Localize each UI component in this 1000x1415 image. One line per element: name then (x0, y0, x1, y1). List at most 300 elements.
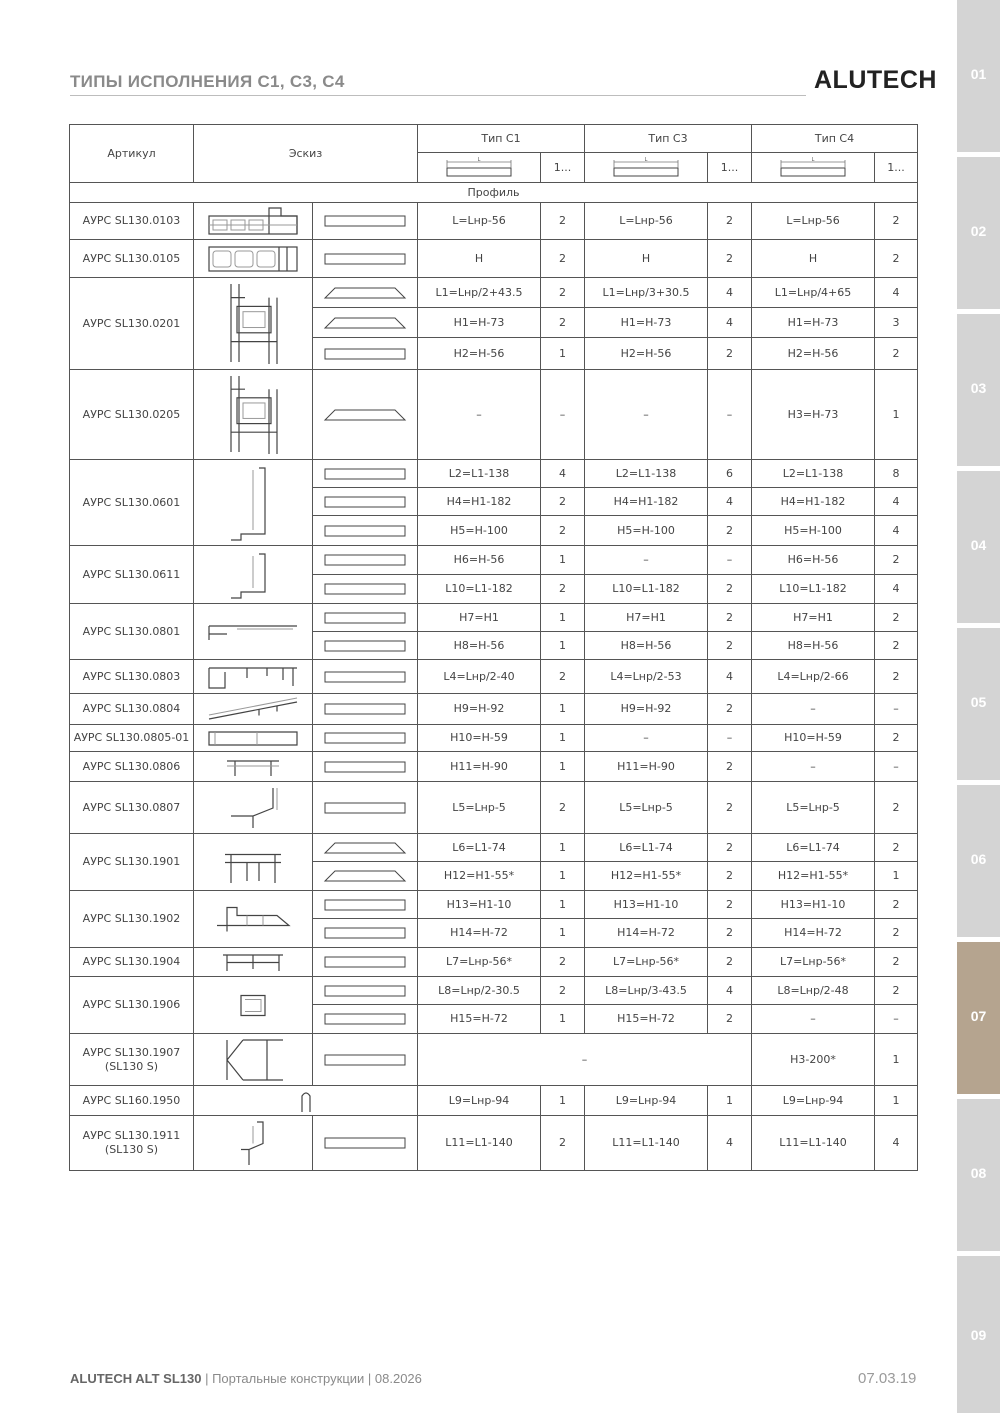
qty-c3: 4 (708, 660, 752, 694)
section-row (70, 183, 918, 203)
qty-c3: 2 (708, 338, 752, 370)
cut-length-c4: L4=Lнр/2-66 (752, 660, 875, 694)
qty-c1: 2 (541, 240, 585, 278)
cut-shape-cell (313, 203, 418, 240)
sketch-cell (194, 725, 313, 752)
cut-length-c1: L5=Lнр-5 (418, 782, 541, 834)
qty-c3: – (708, 546, 752, 575)
page-title: ТИПЫ ИСПОЛНЕНИЯ С1, С3, С4 (70, 72, 345, 91)
cut-length-c1: H12=H1-55* (418, 862, 541, 891)
cut-shape-cell (313, 752, 418, 782)
sketch-cell (194, 891, 313, 948)
cut-rect-icon (323, 637, 407, 655)
cut-rect-icon (323, 700, 407, 718)
sketch-cell (194, 460, 313, 546)
cut-shape-cell (313, 694, 418, 725)
cut-length-c3: L9=Lнр-94 (585, 1086, 708, 1116)
qty-c3: 4 (708, 977, 752, 1005)
profile-1907-icon (197, 1036, 309, 1084)
article-cell (70, 1086, 194, 1116)
footer-date: 07.03.19 (858, 1370, 917, 1387)
article-code: АУРС SL130.1907 (82, 1045, 181, 1059)
table-row (70, 460, 918, 488)
profile-1950-icon (250, 1088, 362, 1114)
cut-length-c3: H1=H-73 (585, 308, 708, 338)
profile-0801-icon (197, 606, 309, 658)
section-tab-01[interactable] (957, 0, 1000, 152)
qty-c1: 2 (541, 1116, 585, 1171)
section-tab-07[interactable] (957, 942, 1000, 1094)
cut-length-c4: H6=H-56 (752, 546, 875, 575)
cut-rect-icon (323, 799, 407, 817)
cut-length-c3: L8=Lнр/3-43.5 (585, 977, 708, 1005)
article-code: АУРС SL130.0804 (82, 702, 181, 715)
cut-length-c1: H14=H-72 (418, 919, 541, 948)
table-row (70, 948, 918, 977)
cut-length-c4: L6=L1-74 (752, 834, 875, 862)
profile-1901-icon (197, 836, 309, 889)
article-code: АУРС SL130.0801 (82, 624, 181, 638)
qty-c1: 2 (541, 278, 585, 308)
cut-rect-icon (323, 953, 407, 971)
cut-length-c3: L7=Lнр-56* (585, 948, 708, 977)
cut-shape-cell (313, 338, 418, 370)
article-code: АУРС SL130.0807 (82, 800, 181, 814)
article-cell (70, 460, 194, 546)
sketch-cell (194, 203, 313, 240)
header-type-c1: Тип С1 (418, 125, 585, 153)
table-row (70, 278, 918, 308)
profile-0205-icon (197, 372, 309, 458)
sketch-cell (194, 660, 313, 694)
sketch-cell (194, 1116, 313, 1171)
cut-length-c1: L7=Lнр-56* (418, 948, 541, 977)
cut-rect-icon (323, 982, 407, 1000)
cut-rect-icon (323, 212, 407, 230)
cut-length-c3: H12=H1-55* (585, 862, 708, 891)
cut-length-c1: H (418, 240, 541, 278)
article-code: АУРС SL130.0803 (82, 669, 181, 683)
qty-c1: 1 (541, 604, 585, 632)
qty-c4: 4 (875, 278, 918, 308)
profile-1904-icon (197, 950, 309, 975)
section-tab-09[interactable] (957, 1256, 1000, 1413)
profile-0807-icon (197, 784, 309, 832)
sketch-cell (194, 546, 313, 604)
cut-length-c3: H14=H-72 (585, 919, 708, 948)
cut-length-c4: H10=H-59 (752, 725, 875, 752)
cut-shape-cell (313, 977, 418, 1005)
qty-c3: 4 (708, 1116, 752, 1171)
cut-length-c4: H2=H-56 (752, 338, 875, 370)
qty-c4: 2 (875, 546, 918, 575)
article-cell (70, 604, 194, 660)
qty-header-c3: 1... (708, 153, 752, 183)
brand-logo: ALUTECH (814, 66, 937, 94)
cut-shape-cell (313, 891, 418, 919)
profile-0601-icon (197, 462, 309, 544)
cut-length-c4: H8=H-56 (752, 632, 875, 660)
cut-length-c1: L11=L1-140 (418, 1116, 541, 1171)
cut-shape-cell (313, 488, 418, 516)
cut-rect-icon (323, 1051, 407, 1069)
qty-c3: 2 (708, 919, 752, 948)
qty-c1: 1 (541, 919, 585, 948)
cut-shape-cell (313, 1116, 418, 1171)
footer-brand: ALUTECH ALT SL130 (70, 1371, 202, 1386)
cut-length-c4: L5=Lнр-5 (752, 782, 875, 834)
article-code: АУРС SL130.0611 (82, 567, 181, 581)
qty-c3: 2 (708, 948, 752, 977)
qty-c4: 1 (875, 1086, 918, 1116)
cut-length-c4: – (752, 694, 875, 725)
qty-c4: 2 (875, 203, 918, 240)
table-row (70, 891, 918, 919)
qty-c3: 1 (708, 1086, 752, 1116)
cut-length-c4: H4=H1-182 (752, 488, 875, 516)
qty-c3: 2 (708, 891, 752, 919)
cut-rect-icon (323, 668, 407, 686)
section-tab-05[interactable] (957, 628, 1000, 780)
cut-length-c1: H15=H-72 (418, 1005, 541, 1034)
article-code: АУРС SL130.0205 (82, 407, 181, 421)
table-row (70, 782, 918, 834)
qty-c1: 2 (541, 782, 585, 834)
cut-rect-icon (323, 1134, 407, 1152)
article-cell (70, 725, 194, 752)
cut-length-c4: H12=H1-55* (752, 862, 875, 891)
profile-1906-icon (197, 979, 309, 1032)
qty-c4: 4 (875, 516, 918, 546)
section-tab-label: 09 (970, 1327, 987, 1343)
cut-length-c4: H3-200* (752, 1034, 875, 1086)
qty-c3: 2 (708, 1005, 752, 1034)
cut-shape-cell (313, 308, 418, 338)
qty-c4: 2 (875, 834, 918, 862)
cut-length-c1: L1=Lнр/2+43.5 (418, 278, 541, 308)
cut-length-c4: – (752, 752, 875, 782)
profile-0105-icon (197, 242, 309, 276)
cut-length-c1: H6=H-56 (418, 546, 541, 575)
cut-shape-cell (313, 604, 418, 632)
cut-length-c4: H7=H1 (752, 604, 875, 632)
article-code: АУРС SL130.1911 (82, 1129, 181, 1142)
qty-c3: – (708, 725, 752, 752)
qty-c4: 2 (875, 632, 918, 660)
cut-length-c4: H14=H-72 (752, 919, 875, 948)
profile-0805-icon (197, 727, 309, 750)
cut-length-c3: H7=H1 (585, 604, 708, 632)
section-tab-08[interactable] (957, 1099, 1000, 1251)
spec-table (69, 124, 918, 1171)
cut-shape-cell (313, 632, 418, 660)
qty-c1: 2 (541, 308, 585, 338)
article-cell (70, 370, 194, 460)
qty-c4: 2 (875, 948, 918, 977)
qty-c1: 2 (541, 660, 585, 694)
sketch-cell (194, 694, 313, 725)
cut-length-c1: H10=H-59 (418, 725, 541, 752)
table-row (70, 1034, 918, 1086)
profile-0804-icon (197, 696, 309, 723)
article-code: АУРС SL130.0103 (82, 214, 181, 227)
cut-length-c1: H13=H1-10 (418, 891, 541, 919)
length-diagram-c3 (585, 153, 708, 183)
profile-1902-icon (197, 893, 309, 946)
cut-trap-icon (323, 867, 407, 885)
header-sketch: Эскиз (194, 125, 418, 183)
cut-length-c3: L4=Lнр/2-53 (585, 660, 708, 694)
cut-shape-cell (313, 516, 418, 546)
cut-length-c1: H1=H-73 (418, 308, 541, 338)
cut-length-c4: L7=Lнр-56* (752, 948, 875, 977)
qty-c4: 2 (875, 240, 918, 278)
section-tab-02[interactable] (957, 157, 1000, 309)
qty-c3: 4 (708, 308, 752, 338)
qty-c4: 1 (875, 1034, 918, 1086)
cut-length-c4: L10=L1-182 (752, 575, 875, 604)
qty-c1: 1 (541, 862, 585, 891)
cut-rect-icon (323, 580, 407, 598)
article-cell (70, 782, 194, 834)
qty-c3: 2 (708, 834, 752, 862)
section-tab-label: 07 (970, 1008, 987, 1024)
cut-shape-cell (313, 862, 418, 891)
cut-length-c1: H8=H-56 (418, 632, 541, 660)
table-row (70, 660, 918, 694)
header-divider (70, 95, 806, 96)
qty-c3: 2 (708, 752, 752, 782)
article-code: АУРС SL130.1904 (82, 955, 181, 968)
length-diagram-c1 (418, 153, 541, 183)
cut-length-c4: – (752, 1005, 875, 1034)
cut-length-c1: H2=H-56 (418, 338, 541, 370)
qty-c3: 2 (708, 203, 752, 240)
dimension-label: L (477, 156, 481, 163)
cut-length-c4: H5=H-100 (752, 516, 875, 546)
spec-table-wrapper (69, 124, 918, 1171)
header-type-c4: Тип С4 (752, 125, 918, 153)
qty-c4: 4 (875, 488, 918, 516)
cut-length-c3: H8=H-56 (585, 632, 708, 660)
qty-c1: 2 (541, 488, 585, 516)
cut-length-c3: L11=L1-140 (585, 1116, 708, 1171)
cut-length-c1-c3: – (418, 1034, 752, 1086)
qty-c3: 2 (708, 694, 752, 725)
cut-rect-icon (323, 609, 407, 627)
cut-rect-icon (323, 465, 407, 483)
dimension-label: L (811, 156, 815, 163)
table-row (70, 240, 918, 278)
cut-length-c3: – (585, 370, 708, 460)
section-tab-label: 08 (970, 1165, 987, 1181)
qty-c1: – (541, 370, 585, 460)
section-tab-03[interactable] (957, 314, 1000, 466)
section-label: Профиль (70, 183, 918, 203)
qty-c3: 6 (708, 460, 752, 488)
article-cell (70, 834, 194, 891)
section-tab-label: 03 (970, 380, 987, 396)
table-row (70, 203, 918, 240)
cut-rect-icon (323, 729, 407, 747)
article-code: АУРС SL160.1950 (82, 1093, 181, 1107)
qty-c4: 2 (875, 725, 918, 752)
cut-length-c3: H5=H-100 (585, 516, 708, 546)
article-code: АУРС SL130.1902 (82, 912, 181, 925)
table-row (70, 725, 918, 752)
qty-c4: 2 (875, 660, 918, 694)
footer-caption (70, 1371, 422, 1386)
cut-length-c3: L10=L1-182 (585, 575, 708, 604)
article-cell (70, 203, 194, 240)
cut-trap-icon (323, 839, 407, 857)
qty-c4: 2 (875, 977, 918, 1005)
article-cell (70, 278, 194, 370)
cut-length-c4: H3=H-73 (752, 370, 875, 460)
profile-0803-icon (197, 662, 309, 692)
cut-shape-cell (313, 1005, 418, 1034)
cut-length-c1: – (418, 370, 541, 460)
profile-0103-icon (197, 205, 309, 238)
qty-c1: 4 (541, 460, 585, 488)
cut-length-c1: L=Lнр-56 (418, 203, 541, 240)
sketch-cell (194, 370, 313, 460)
qty-c4: 8 (875, 460, 918, 488)
header-article: Артикул (70, 125, 194, 183)
table-row (70, 1116, 918, 1171)
profile-0201-icon (197, 280, 309, 368)
cut-length-c4: L=Lнр-56 (752, 203, 875, 240)
cut-length-c1: L4=Lнр/2-40 (418, 660, 541, 694)
sketch-cell (194, 752, 313, 782)
qty-c4: – (875, 1005, 918, 1034)
section-tab-04[interactable] (957, 471, 1000, 623)
qty-c4: 2 (875, 338, 918, 370)
sketch-cell (194, 977, 313, 1034)
qty-c4: – (875, 752, 918, 782)
article-cell (70, 240, 194, 278)
article-cell (70, 660, 194, 694)
qty-c4: – (875, 694, 918, 725)
profile-1911-icon (197, 1118, 309, 1169)
qty-c1: 1 (541, 694, 585, 725)
cut-shape-cell (313, 725, 418, 752)
cut-trap-icon (323, 314, 407, 332)
cut-length-c1: L10=L1-182 (418, 575, 541, 604)
table-row (70, 546, 918, 575)
cut-length-c4: H13=H1-10 (752, 891, 875, 919)
qty-c1: 1 (541, 632, 585, 660)
qty-c3: 2 (708, 604, 752, 632)
article-cell (70, 948, 194, 977)
qty-c3: 2 (708, 575, 752, 604)
qty-c1: 1 (541, 834, 585, 862)
article-cell (70, 752, 194, 782)
cut-length-c3: – (585, 546, 708, 575)
header-type-c3: Тип С3 (585, 125, 752, 153)
qty-c4: 3 (875, 308, 918, 338)
cut-length-c1: L8=Lнр/2-30.5 (418, 977, 541, 1005)
section-tab-06[interactable] (957, 785, 1000, 937)
article-code: АУРС SL130.0805-01 (73, 731, 190, 744)
cut-shape-cell (313, 460, 418, 488)
cut-shape-cell (313, 834, 418, 862)
article-code: АУРС SL130.1906 (82, 998, 181, 1011)
qty-c4: 1 (875, 862, 918, 891)
cut-shape-cell (313, 919, 418, 948)
cut-length-c1: H5=H-100 (418, 516, 541, 546)
cut-length-c1: L6=L1-74 (418, 834, 541, 862)
cut-shape-cell (313, 278, 418, 308)
cut-length-c3: H13=H1-10 (585, 891, 708, 919)
article-cell (70, 977, 194, 1034)
qty-c3: 2 (708, 862, 752, 891)
cut-length-c4: H (752, 240, 875, 278)
qty-c3: 2 (708, 240, 752, 278)
article-cell (70, 694, 194, 725)
qty-c3: – (708, 370, 752, 460)
sketch-cell (194, 948, 313, 977)
section-tab-label: 05 (970, 694, 987, 710)
cut-length-c1: L2=L1-138 (418, 460, 541, 488)
cut-rect-icon (323, 250, 407, 268)
qty-c1: 1 (541, 891, 585, 919)
qty-c1: 2 (541, 948, 585, 977)
qty-c4: 2 (875, 782, 918, 834)
article-code: АУРС SL130.0105 (82, 251, 181, 265)
table-row (70, 752, 918, 782)
cut-length-c3: H11=H-90 (585, 752, 708, 782)
qty-header-c1: 1... (541, 153, 585, 183)
table-row (70, 694, 918, 725)
cut-shape-cell (313, 948, 418, 977)
sketch-cell (194, 1034, 313, 1086)
table-row (70, 604, 918, 632)
cut-length-c1: H9=H-92 (418, 694, 541, 725)
spec-table-body (70, 125, 918, 1171)
section-tab-label: 06 (970, 851, 987, 867)
table-row (70, 834, 918, 862)
table-row (70, 370, 918, 460)
sketch-cell (194, 834, 313, 891)
table-row (70, 977, 918, 1005)
qty-c1: 2 (541, 977, 585, 1005)
cut-length-c1: L9=Lнр-94 (418, 1086, 541, 1116)
qty-c1: 1 (541, 338, 585, 370)
cut-shape-cell (313, 240, 418, 278)
cut-trap-icon (323, 406, 407, 424)
cut-rect-icon (323, 551, 407, 569)
article-note: (SL130 S) (104, 1059, 159, 1073)
cut-length-c4: L8=Lнр/2-48 (752, 977, 875, 1005)
cut-rect-icon (323, 493, 407, 511)
cut-length-c3: L1=Lнр/3+30.5 (585, 278, 708, 308)
qty-c1: 1 (541, 546, 585, 575)
article-code: АУРС SL130.1901 (82, 855, 181, 868)
cut-shape-cell (313, 660, 418, 694)
qty-c1: 1 (541, 725, 585, 752)
article-code: АУРС SL130.0806 (82, 759, 181, 773)
qty-c4: 2 (875, 919, 918, 948)
article-cell (70, 546, 194, 604)
cut-shape-cell (313, 546, 418, 575)
table-row (70, 1086, 918, 1116)
cut-length-c4: L11=L1-140 (752, 1116, 875, 1171)
qty-c3: 2 (708, 782, 752, 834)
cut-length-c4: L9=Lнр-94 (752, 1086, 875, 1116)
cut-length-c4: H1=H-73 (752, 308, 875, 338)
qty-c3: 2 (708, 632, 752, 660)
